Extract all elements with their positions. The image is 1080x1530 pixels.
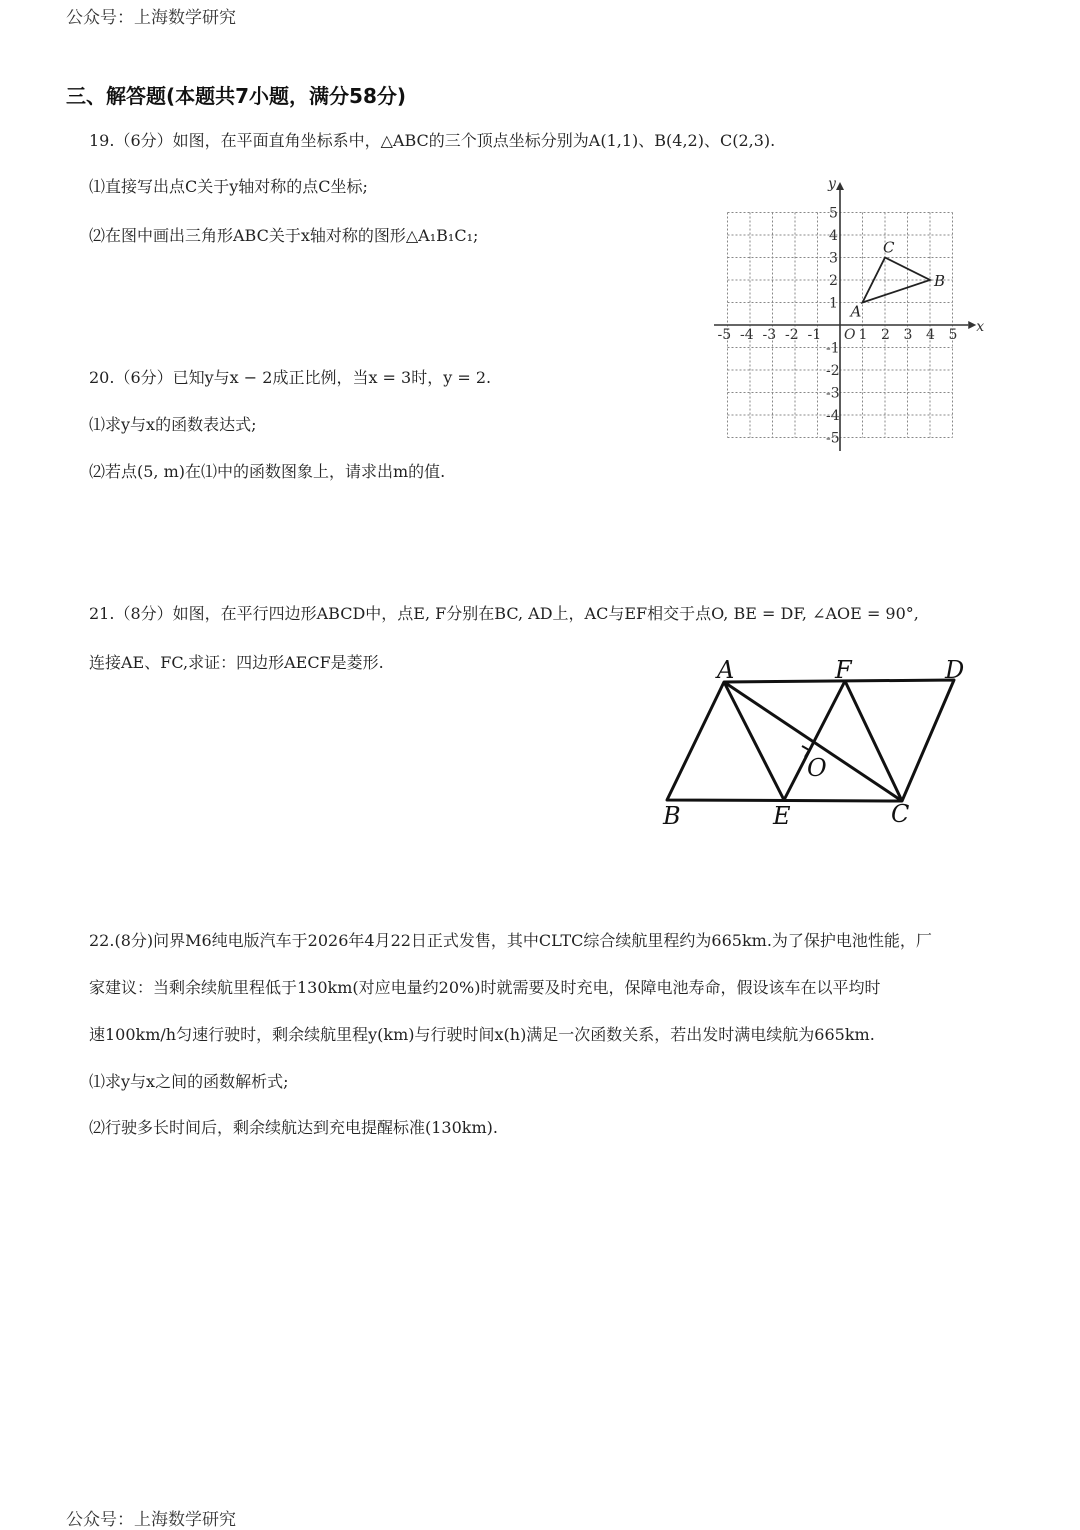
q22-line3: 速100km/h匀速行驶时，剩余续航里程y(km)与行驶时间x(h)满足一次函数关系，若出发时满电续航为665km. — [89, 1025, 875, 1044]
y-axis-arrow — [836, 182, 844, 190]
y-tick-label: -3 — [826, 385, 840, 402]
q22-line2: 家建议：当剩余续航里程低于130km(对应电量约20%)时就需要及时充电，保障电池寿命，假设该车在以平均时 — [89, 978, 881, 997]
y-tick-label: 2 — [829, 273, 838, 289]
page-footer: 公众号：上海数学研究 — [66, 1510, 236, 1530]
segment-ae — [724, 682, 784, 800]
axes — [714, 182, 976, 451]
q19-part2: ⑵在图中画出三角形ABC关于x轴对称的图形△A₁B₁C₁; — [89, 226, 479, 245]
y-tick-label: 1 — [829, 295, 838, 312]
y-tick-label: -1 — [826, 340, 840, 357]
q19-stem: 19.（6分）如图，在平面直角坐标系中，△ABC的三个顶点坐标分别为A(1,1)、B(4,2)、C(2,3). — [89, 131, 776, 150]
x-tick-label: 4 — [926, 327, 935, 343]
q22-line1: 22.(8分)问界M6纯电版汽车于2026年4月22日正式发售，其中CLTC综合续航里程约为665km.为了保护电池性能，厂 — [89, 931, 932, 950]
label-b: B — [663, 802, 681, 830]
q20-stem: 20.（6分）已知y与x − 2成正比例，当x = 3时，y = 2. — [89, 368, 492, 387]
q21-stem: 21.（8分）如图，在平行四边形ABCD中，点E, F分别在BC, AD上，AC与EF相交于点O, BE = DF, ∠AOE = 90°, — [89, 604, 919, 623]
x-tick-label: -5 — [717, 327, 732, 343]
x-tick-label: -2 — [785, 327, 799, 343]
section-title: 三、解答题(本题共7小题，满分58分) — [66, 84, 407, 108]
q22-part2: ⑵行驶多长时间后，剩余续航达到充电提醒标准(130km). — [89, 1118, 498, 1137]
q19-part1: ⑴直接写出点C关于y轴对称的点C坐标; — [89, 177, 368, 196]
x-tick-label: 2 — [881, 327, 890, 343]
y-tick-label: 5 — [829, 205, 838, 222]
label-d: D — [945, 656, 965, 684]
q22-part1: ⑴求y与x之间的函数解析式; — [89, 1072, 289, 1091]
y-tick-label: -4 — [826, 408, 840, 424]
q20-part2: ⑵若点(5, m)在⑴中的函数图象上，请求出m的值. — [89, 462, 446, 481]
point-label-c: C — [883, 238, 895, 257]
label-a: A — [717, 656, 735, 684]
parallelogram-figure — [655, 656, 995, 835]
page-header: 公众号：上海数学研究 — [66, 8, 236, 28]
x-tick-label: -3 — [762, 327, 777, 343]
q21-line2: 连接AE、FC,求证：四边形AECF是菱形. — [89, 653, 384, 672]
x-tick-label: -4 — [740, 327, 754, 343]
y-tick-label: -2 — [826, 363, 840, 379]
y-tick-label: 4 — [829, 228, 838, 244]
x-axis-label: x — [976, 319, 985, 335]
x-tick-label: 5 — [948, 327, 958, 343]
point-label-b: B — [934, 272, 946, 290]
x-tick-label: 3 — [903, 327, 913, 343]
y-tick-label: 3 — [829, 250, 838, 267]
point-label-a: A — [850, 302, 862, 321]
x-axis-arrow — [968, 321, 976, 329]
label-c: C — [891, 800, 910, 828]
y-axis-label: y — [828, 176, 836, 192]
origin-label: O — [844, 327, 856, 343]
y-tick-label: -5 — [826, 430, 840, 447]
label-f: F — [835, 656, 852, 684]
x-tick-label: -1 — [807, 327, 822, 343]
q20-part1: ⑴求y与x的函数表达式; — [89, 415, 257, 434]
label-o: O — [807, 754, 827, 782]
coordinate-grid-figure — [710, 176, 985, 460]
segment-ef — [784, 681, 845, 800]
label-e: E — [773, 802, 791, 830]
x-tick-label: 1 — [858, 327, 868, 343]
